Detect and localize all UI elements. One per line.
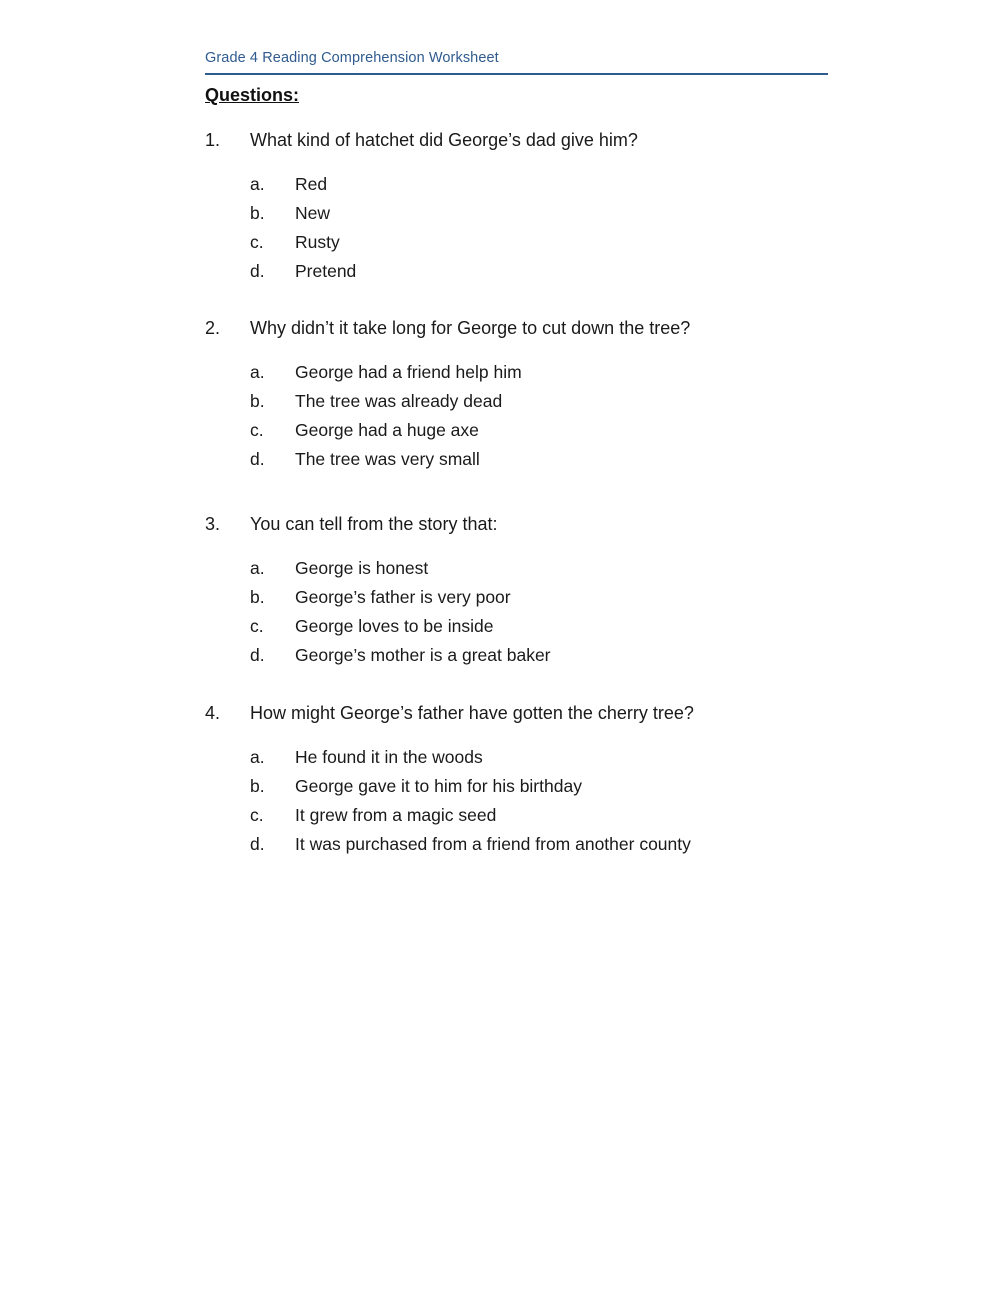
answer-option [205, 259, 825, 288]
option-letter: c. [250, 805, 264, 825]
option-text: It grew from a magic seed [295, 805, 497, 825]
option-letter: d. [250, 645, 265, 665]
option-letter: a. [250, 747, 265, 767]
question-text: You can tell from the story that: [250, 514, 498, 534]
option-text: New [295, 203, 331, 223]
option-text: George’s mother is a great baker [295, 645, 551, 665]
question-3 [205, 512, 825, 672]
option-letter: d. [250, 261, 265, 281]
option-letter: a. [250, 558, 265, 578]
answer-option [205, 774, 825, 803]
answer-option [205, 201, 825, 230]
option-text: George gave it to him for his birthday [295, 776, 582, 796]
option-text: George had a huge axe [295, 420, 479, 440]
option-text: Rusty [295, 232, 340, 252]
answer-option [205, 832, 825, 861]
answer-option [205, 230, 825, 259]
answer-options [205, 360, 825, 476]
question-number: 4. [205, 703, 221, 723]
option-letter: c. [250, 232, 264, 252]
answer-option [205, 447, 825, 476]
option-text: George’s father is very poor [295, 587, 511, 607]
answer-option [205, 389, 825, 418]
option-text: Red [295, 174, 328, 194]
option-letter: b. [250, 391, 265, 411]
question-text: How might George’s father have gotten the cherry tree? [250, 703, 694, 723]
worksheet-header-title: Grade 4 Reading Comprehension Worksheet [205, 50, 499, 66]
answer-option [205, 418, 825, 447]
question-2 [205, 316, 825, 476]
answer-option [205, 643, 825, 672]
answer-options [205, 172, 825, 288]
option-letter: a. [250, 174, 265, 194]
question-number: 1. [205, 130, 221, 150]
option-text: It was purchased from a friend from another county [295, 834, 691, 854]
answer-option [205, 614, 825, 643]
option-text: George loves to be inside [295, 616, 494, 636]
question-4 [205, 701, 825, 861]
option-letter: d. [250, 449, 265, 469]
answer-option [205, 745, 825, 774]
option-letter: b. [250, 776, 265, 796]
question-number: 3. [205, 514, 221, 534]
answer-options [205, 556, 825, 672]
option-text: The tree was very small [295, 449, 480, 469]
answer-option [205, 803, 825, 832]
question-number: 2. [205, 318, 221, 338]
section-title: Questions: [205, 85, 300, 105]
question-text: What kind of hatchet did George’s dad give him? [250, 130, 638, 150]
answer-option [205, 360, 825, 389]
option-letter: b. [250, 587, 265, 607]
option-letter: c. [250, 420, 264, 440]
option-text: Pretend [295, 261, 357, 281]
option-text: George had a friend help him [295, 362, 522, 382]
answer-option [205, 585, 825, 614]
answer-options [205, 745, 825, 861]
answer-option [205, 172, 825, 201]
option-text: The tree was already dead [295, 391, 503, 411]
question-text: Why didn’t it take long for George to cut down the tree? [250, 318, 691, 338]
header-divider [205, 73, 828, 75]
option-letter: d. [250, 834, 265, 854]
answer-option [205, 556, 825, 585]
option-letter: b. [250, 203, 265, 223]
option-letter: a. [250, 362, 265, 382]
question-1 [205, 128, 825, 288]
option-text: George is honest [295, 558, 429, 578]
option-text: He found it in the woods [295, 747, 483, 767]
option-letter: c. [250, 616, 264, 636]
